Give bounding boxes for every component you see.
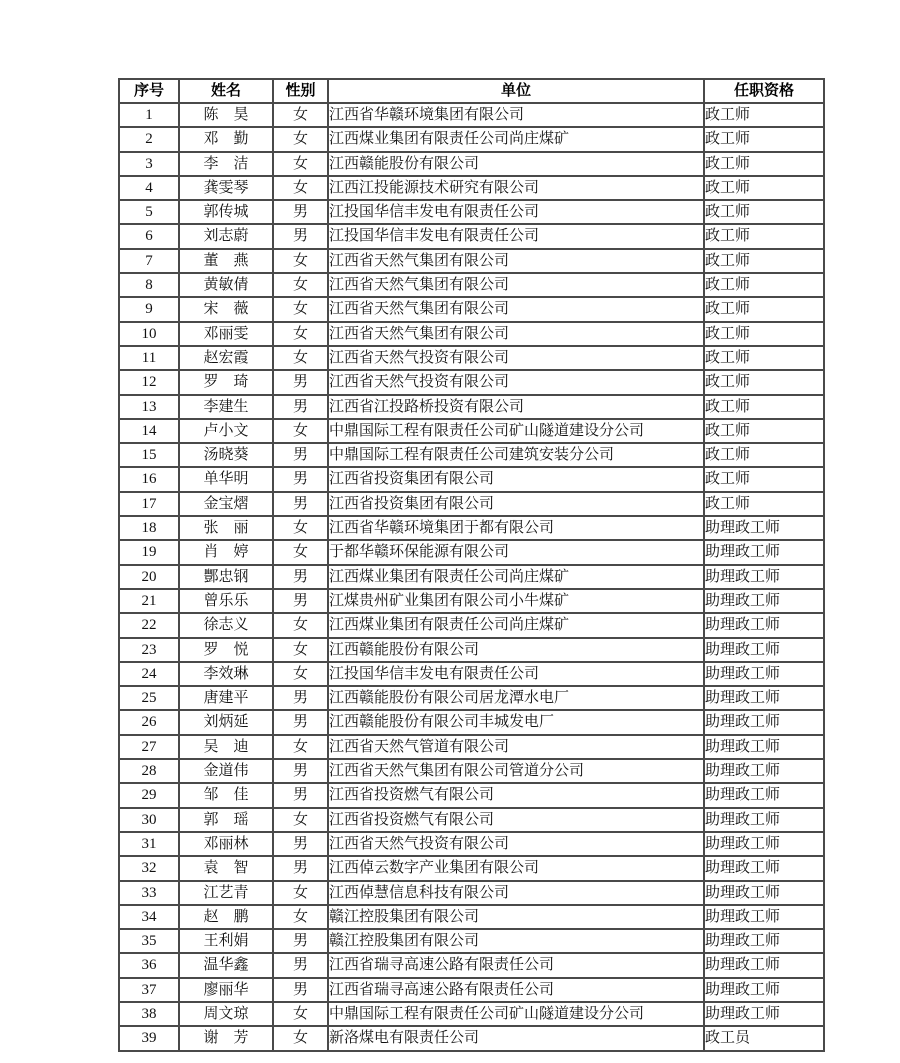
table-row <box>119 662 824 686</box>
cell-no: 17 <box>119 492 179 516</box>
cell-name: 李 洁 <box>179 152 273 176</box>
cell-name: 卢小文 <box>179 419 273 443</box>
cell-unit: 江投国华信丰发电有限责任公司 <box>328 224 704 248</box>
table-row <box>119 297 824 321</box>
cell-gender: 男 <box>273 929 328 953</box>
cell-no: 10 <box>119 322 179 346</box>
cell-title: 政工师 <box>704 249 824 273</box>
cell-title: 政工师 <box>704 297 824 321</box>
table-row <box>119 200 824 224</box>
cell-name: 罗 悦 <box>179 638 273 662</box>
cell-no: 11 <box>119 346 179 370</box>
table-row <box>119 540 824 564</box>
cell-no: 38 <box>119 1002 179 1026</box>
cell-title: 政工师 <box>704 103 824 127</box>
cell-gender: 男 <box>273 953 328 977</box>
cell-name: 唐建平 <box>179 686 273 710</box>
header-name: 姓名 <box>179 79 273 103</box>
cell-gender: 女 <box>273 1002 328 1026</box>
cell-no: 30 <box>119 808 179 832</box>
cell-no: 37 <box>119 978 179 1002</box>
cell-name: 汤晓葵 <box>179 443 273 467</box>
cell-name: 郭传城 <box>179 200 273 224</box>
cell-gender: 女 <box>273 152 328 176</box>
cell-unit: 江西赣能股份有限公司 <box>328 152 704 176</box>
table-row <box>119 395 824 419</box>
cell-unit: 江西省投资燃气有限公司 <box>328 783 704 807</box>
cell-gender: 男 <box>273 224 328 248</box>
table-row <box>119 881 824 905</box>
table-row <box>119 176 824 200</box>
cell-unit: 江西省天然气集团有限公司 <box>328 322 704 346</box>
cell-name: 吴 迪 <box>179 735 273 759</box>
table-row <box>119 249 824 273</box>
cell-unit: 江西赣能股份有限公司丰城发电厂 <box>328 710 704 734</box>
cell-gender: 女 <box>273 540 328 564</box>
cell-gender: 女 <box>273 638 328 662</box>
cell-unit: 中鼎国际工程有限责任公司建筑安装分公司 <box>328 443 704 467</box>
cell-no: 24 <box>119 662 179 686</box>
table-header <box>119 79 824 103</box>
cell-name: 李建生 <box>179 395 273 419</box>
cell-unit: 江西省天然气投资有限公司 <box>328 346 704 370</box>
table-row <box>119 346 824 370</box>
cell-title: 助理政工师 <box>704 662 824 686</box>
cell-unit: 江投国华信丰发电有限责任公司 <box>328 200 704 224</box>
cell-gender: 男 <box>273 978 328 1002</box>
table-row <box>119 710 824 734</box>
cell-unit: 江西省华赣环境集团有限公司 <box>328 103 704 127</box>
cell-gender: 女 <box>273 176 328 200</box>
cell-unit: 于都华赣环保能源有限公司 <box>328 540 704 564</box>
cell-no: 5 <box>119 200 179 224</box>
table-body <box>119 103 824 1051</box>
cell-unit: 江西倬云数字产业集团有限公司 <box>328 856 704 880</box>
cell-no: 19 <box>119 540 179 564</box>
header-gender: 性别 <box>273 79 328 103</box>
cell-no: 1 <box>119 103 179 127</box>
cell-no: 15 <box>119 443 179 467</box>
cell-unit: 赣江控股集团有限公司 <box>328 929 704 953</box>
table-row <box>119 783 824 807</box>
header-qualification: 任职资格 <box>704 79 824 103</box>
cell-unit: 江西省华赣环境集团于都有限公司 <box>328 516 704 540</box>
cell-title: 助理政工师 <box>704 953 824 977</box>
cell-unit: 江西赣能股份有限公司居龙潭水电厂 <box>328 686 704 710</box>
cell-title: 助理政工师 <box>704 881 824 905</box>
cell-no: 34 <box>119 905 179 929</box>
cell-no: 25 <box>119 686 179 710</box>
cell-gender: 女 <box>273 322 328 346</box>
cell-no: 27 <box>119 735 179 759</box>
table-row <box>119 273 824 297</box>
cell-no: 6 <box>119 224 179 248</box>
cell-gender: 男 <box>273 370 328 394</box>
cell-no: 22 <box>119 613 179 637</box>
cell-name: 酆忠钢 <box>179 565 273 589</box>
table-row <box>119 467 824 491</box>
cell-no: 4 <box>119 176 179 200</box>
cell-unit: 江西省投资集团有限公司 <box>328 492 704 516</box>
cell-name: 李效琳 <box>179 662 273 686</box>
cell-no: 35 <box>119 929 179 953</box>
cell-title: 政工师 <box>704 152 824 176</box>
cell-no: 23 <box>119 638 179 662</box>
cell-no: 9 <box>119 297 179 321</box>
cell-gender: 女 <box>273 346 328 370</box>
cell-unit: 江西省瑞寻高速公路有限责任公司 <box>328 978 704 1002</box>
cell-no: 39 <box>119 1026 179 1050</box>
table-row <box>119 856 824 880</box>
cell-unit: 江煤贵州矿业集团有限公司小牛煤矿 <box>328 589 704 613</box>
cell-no: 14 <box>119 419 179 443</box>
cell-name: 廖丽华 <box>179 978 273 1002</box>
table-row <box>119 905 824 929</box>
cell-name: 邹 佳 <box>179 783 273 807</box>
cell-gender: 女 <box>273 905 328 929</box>
cell-no: 3 <box>119 152 179 176</box>
cell-gender: 女 <box>273 103 328 127</box>
cell-unit: 江西省江投路桥投资有限公司 <box>328 395 704 419</box>
table-row <box>119 613 824 637</box>
cell-title: 助理政工师 <box>704 1002 824 1026</box>
cell-title: 助理政工师 <box>704 783 824 807</box>
cell-name: 肖 婷 <box>179 540 273 564</box>
table-row <box>119 832 824 856</box>
header-serial-number: 序号 <box>119 79 179 103</box>
cell-unit: 赣江控股集团有限公司 <box>328 905 704 929</box>
cell-name: 谢 芳 <box>179 1026 273 1050</box>
cell-title: 政工师 <box>704 467 824 491</box>
cell-no: 29 <box>119 783 179 807</box>
table-row <box>119 322 824 346</box>
cell-unit: 江西省天然气集团有限公司 <box>328 273 704 297</box>
cell-title: 助理政工师 <box>704 905 824 929</box>
cell-no: 8 <box>119 273 179 297</box>
table-row <box>119 638 824 662</box>
cell-title: 助理政工师 <box>704 589 824 613</box>
table-row <box>119 127 824 151</box>
cell-unit: 江西省投资燃气有限公司 <box>328 808 704 832</box>
cell-no: 21 <box>119 589 179 613</box>
table-row <box>119 1026 824 1050</box>
cell-no: 20 <box>119 565 179 589</box>
cell-name: 赵 鹏 <box>179 905 273 929</box>
cell-name: 董 燕 <box>179 249 273 273</box>
cell-name: 邓 勤 <box>179 127 273 151</box>
cell-gender: 女 <box>273 613 328 637</box>
cell-unit: 江西省天然气集团有限公司 <box>328 297 704 321</box>
cell-title: 政工师 <box>704 419 824 443</box>
cell-gender: 女 <box>273 662 328 686</box>
cell-gender: 男 <box>273 783 328 807</box>
table-row <box>119 686 824 710</box>
cell-name: 温华鑫 <box>179 953 273 977</box>
cell-unit: 江西省天然气管道有限公司 <box>328 735 704 759</box>
cell-title: 助理政工师 <box>704 613 824 637</box>
cell-title: 助理政工师 <box>704 565 824 589</box>
cell-unit: 江西省天然气投资有限公司 <box>328 832 704 856</box>
cell-name: 江艺青 <box>179 881 273 905</box>
cell-title: 政工师 <box>704 200 824 224</box>
cell-gender: 男 <box>273 686 328 710</box>
cell-gender: 男 <box>273 832 328 856</box>
cell-name: 罗 琦 <box>179 370 273 394</box>
cell-title: 政工师 <box>704 395 824 419</box>
cell-title: 政工员 <box>704 1026 824 1050</box>
table-row <box>119 370 824 394</box>
table-row <box>119 516 824 540</box>
cell-title: 政工师 <box>704 224 824 248</box>
table-row <box>119 492 824 516</box>
cell-gender: 男 <box>273 443 328 467</box>
cell-name: 金道伟 <box>179 759 273 783</box>
cell-no: 16 <box>119 467 179 491</box>
cell-unit: 江西倬慧信息科技有限公司 <box>328 881 704 905</box>
cell-unit: 江西赣能股份有限公司 <box>328 638 704 662</box>
cell-no: 32 <box>119 856 179 880</box>
cell-title: 助理政工师 <box>704 710 824 734</box>
table-row <box>119 443 824 467</box>
cell-name: 赵宏霞 <box>179 346 273 370</box>
cell-title: 助理政工师 <box>704 759 824 783</box>
cell-name: 王利娟 <box>179 929 273 953</box>
header-row <box>119 79 824 103</box>
cell-gender: 女 <box>273 127 328 151</box>
cell-no: 31 <box>119 832 179 856</box>
cell-gender: 女 <box>273 735 328 759</box>
cell-title: 政工师 <box>704 346 824 370</box>
cell-no: 2 <box>119 127 179 151</box>
cell-title: 政工师 <box>704 443 824 467</box>
cell-no: 13 <box>119 395 179 419</box>
cell-title: 助理政工师 <box>704 929 824 953</box>
cell-name: 周文琼 <box>179 1002 273 1026</box>
cell-gender: 女 <box>273 273 328 297</box>
cell-no: 18 <box>119 516 179 540</box>
cell-gender: 男 <box>273 759 328 783</box>
cell-unit: 江西省投资集团有限公司 <box>328 467 704 491</box>
personnel-qualification-table <box>118 78 825 1052</box>
cell-title: 助理政工师 <box>704 832 824 856</box>
cell-unit: 江西省天然气集团有限公司管道分公司 <box>328 759 704 783</box>
table-row <box>119 565 824 589</box>
table-row <box>119 953 824 977</box>
cell-title: 助理政工师 <box>704 540 824 564</box>
cell-title: 助理政工师 <box>704 978 824 1002</box>
cell-title: 助理政工师 <box>704 856 824 880</box>
cell-title: 助理政工师 <box>704 808 824 832</box>
cell-no: 36 <box>119 953 179 977</box>
cell-title: 助理政工师 <box>704 686 824 710</box>
cell-name: 袁 智 <box>179 856 273 880</box>
cell-unit: 江投国华信丰发电有限责任公司 <box>328 662 704 686</box>
cell-unit: 江西煤业集团有限责任公司尚庄煤矿 <box>328 613 704 637</box>
cell-name: 徐志义 <box>179 613 273 637</box>
cell-gender: 女 <box>273 419 328 443</box>
cell-name: 单华明 <box>179 467 273 491</box>
cell-gender: 女 <box>273 881 328 905</box>
cell-unit: 江西煤业集团有限责任公司尚庄煤矿 <box>328 565 704 589</box>
cell-name: 黄敏倩 <box>179 273 273 297</box>
table-row <box>119 759 824 783</box>
cell-unit: 中鼎国际工程有限责任公司矿山隧道建设分公司 <box>328 1002 704 1026</box>
cell-gender: 男 <box>273 589 328 613</box>
cell-no: 33 <box>119 881 179 905</box>
cell-title: 助理政工师 <box>704 516 824 540</box>
cell-unit: 中鼎国际工程有限责任公司矿山隧道建设分公司 <box>328 419 704 443</box>
cell-gender: 女 <box>273 516 328 540</box>
cell-gender: 男 <box>273 710 328 734</box>
cell-gender: 女 <box>273 249 328 273</box>
table-row <box>119 1002 824 1026</box>
cell-no: 7 <box>119 249 179 273</box>
cell-title: 政工师 <box>704 492 824 516</box>
cell-name: 邓丽雯 <box>179 322 273 346</box>
cell-title: 政工师 <box>704 176 824 200</box>
header-unit: 单位 <box>328 79 704 103</box>
cell-unit: 新洛煤电有限责任公司 <box>328 1026 704 1050</box>
cell-title: 政工师 <box>704 127 824 151</box>
table-row <box>119 808 824 832</box>
table-row <box>119 929 824 953</box>
cell-title: 政工师 <box>704 273 824 297</box>
cell-name: 曾乐乐 <box>179 589 273 613</box>
table-row <box>119 103 824 127</box>
cell-name: 郭 瑶 <box>179 808 273 832</box>
cell-no: 28 <box>119 759 179 783</box>
cell-gender: 女 <box>273 297 328 321</box>
cell-title: 政工师 <box>704 370 824 394</box>
cell-name: 龚雯琴 <box>179 176 273 200</box>
cell-gender: 男 <box>273 856 328 880</box>
cell-gender: 男 <box>273 565 328 589</box>
cell-name: 刘炳延 <box>179 710 273 734</box>
cell-name: 张 丽 <box>179 516 273 540</box>
cell-unit: 江西省瑞寻高速公路有限责任公司 <box>328 953 704 977</box>
cell-name: 刘志蔚 <box>179 224 273 248</box>
cell-title: 助理政工师 <box>704 735 824 759</box>
cell-gender: 男 <box>273 467 328 491</box>
cell-unit: 江西江投能源技术研究有限公司 <box>328 176 704 200</box>
cell-name: 陈 昊 <box>179 103 273 127</box>
cell-gender: 男 <box>273 200 328 224</box>
table-row <box>119 152 824 176</box>
cell-no: 26 <box>119 710 179 734</box>
cell-name: 金宝熠 <box>179 492 273 516</box>
table-row <box>119 224 824 248</box>
table-row <box>119 735 824 759</box>
cell-gender: 女 <box>273 808 328 832</box>
table-row <box>119 419 824 443</box>
cell-title: 助理政工师 <box>704 638 824 662</box>
cell-gender: 男 <box>273 395 328 419</box>
cell-unit: 江西煤业集团有限责任公司尚庄煤矿 <box>328 127 704 151</box>
cell-unit: 江西省天然气集团有限公司 <box>328 249 704 273</box>
cell-title: 政工师 <box>704 322 824 346</box>
cell-gender: 女 <box>273 1026 328 1050</box>
cell-unit: 江西省天然气投资有限公司 <box>328 370 704 394</box>
table-row <box>119 589 824 613</box>
table-row <box>119 978 824 1002</box>
cell-gender: 男 <box>273 492 328 516</box>
cell-name: 宋 薇 <box>179 297 273 321</box>
cell-name: 邓丽林 <box>179 832 273 856</box>
cell-no: 12 <box>119 370 179 394</box>
